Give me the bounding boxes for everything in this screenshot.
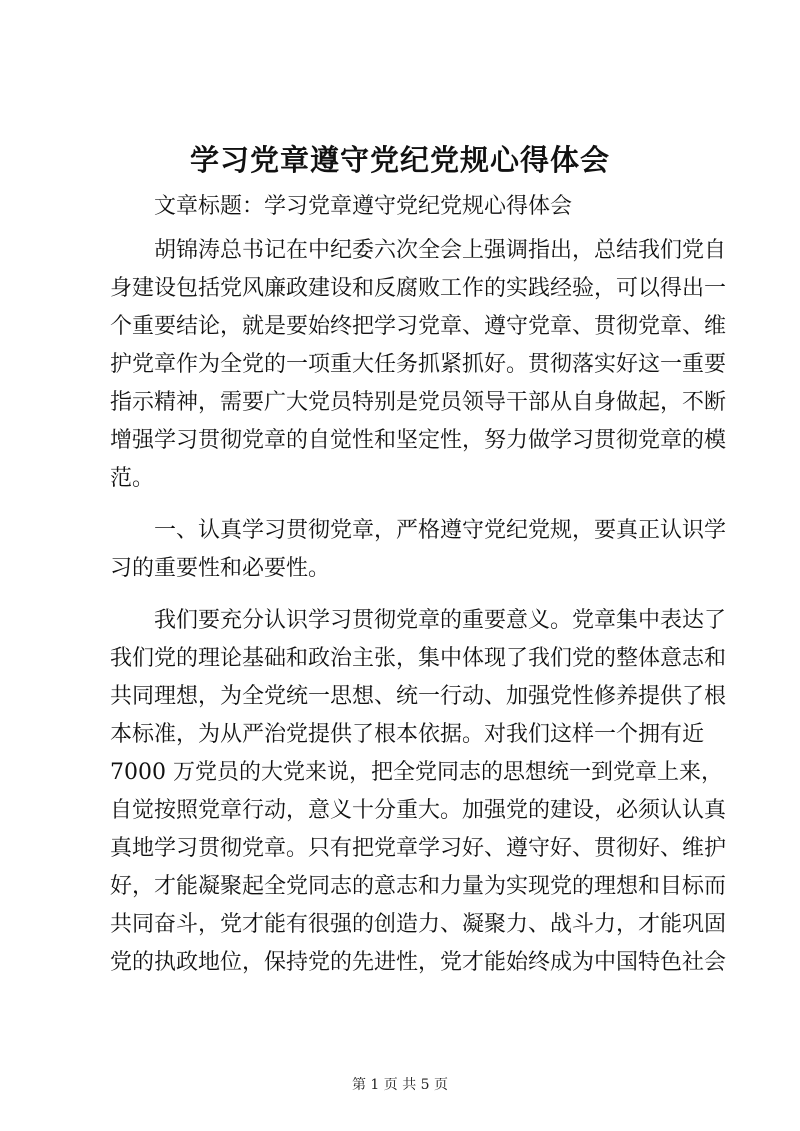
- paragraph-2-line-5: 7000 万党员的大党来说，把全党同志的思想统一到党章上来，: [110, 760, 723, 785]
- paragraph-2-line-2: 我们党的理论基础和政治主张，集中体现了我们党的整体意志和: [110, 646, 727, 671]
- paragraph-1-line-7: 范。: [110, 466, 155, 491]
- paragraph-1-line-4: 护党章作为全党的一项重大任务抓紧抓好。贯彻落实好这一重要: [110, 352, 727, 377]
- paragraph-1-line-6: 增强学习贯彻党章的自觉性和坚定性，努力做学习贯彻党章的模: [110, 428, 727, 453]
- paragraph-2-line-10: 党的执政地位，保持党的先进性，党才能始终成为中国特色社会: [110, 950, 727, 975]
- article-title-line: 文章标题：学习党章遵守党纪党规心得体会: [154, 194, 573, 219]
- paragraph-2-line-4: 本标准，为从严治党提供了根本依据。对我们这样一个拥有近: [110, 722, 705, 747]
- paragraph-2-line-1: 我们要充分认识学习贯彻党章的重要意义。党章集中表达了: [154, 608, 727, 633]
- page-title: 学习党章遵守党纪党规心得体会: [189, 143, 610, 177]
- page-footer: 第 1 页 共 5 页: [351, 1077, 449, 1093]
- paragraph-2-line-7: 真地学习贯彻党章。只有把党章学习好、遵守好、贯彻好、维护: [110, 836, 727, 861]
- paragraph-1-line-3: 个重要结论，就是要始终把学习党章、遵守党章、贯彻党章、维: [110, 314, 727, 339]
- section-heading-line-2: 习的重要性和必要性。: [110, 556, 331, 581]
- section-heading-line-1: 一、认真学习贯彻党章，严格遵守党纪党规，要真正认识学: [154, 518, 727, 543]
- paragraph-2-line-3: 共同理想，为全党统一思想、统一行动、加强党性修养提供了根: [110, 684, 727, 709]
- paragraph-1-line-5: 指示精神，需要广大党员特别是党员领导干部从自身做起，不断: [110, 390, 727, 415]
- paragraph-1-line-1: 胡锦涛总书记在中纪委六次全会上强调指出，总结我们党自: [154, 238, 727, 263]
- paragraph-1-line-2: 身建设包括党风廉政建设和反腐败工作的实践经验，可以得出一: [110, 276, 727, 301]
- paragraph-2-line-6: 自觉按照党章行动，意义十分重大。加强党的建设，必须认认真: [110, 798, 727, 823]
- paragraph-2-line-8: 好，才能凝聚起全党同志的意志和力量为实现党的理想和目标而: [110, 874, 727, 899]
- paragraph-2-line-9: 共同奋斗，党才能有很强的创造力、凝聚力、战斗力，才能巩固: [110, 912, 727, 937]
